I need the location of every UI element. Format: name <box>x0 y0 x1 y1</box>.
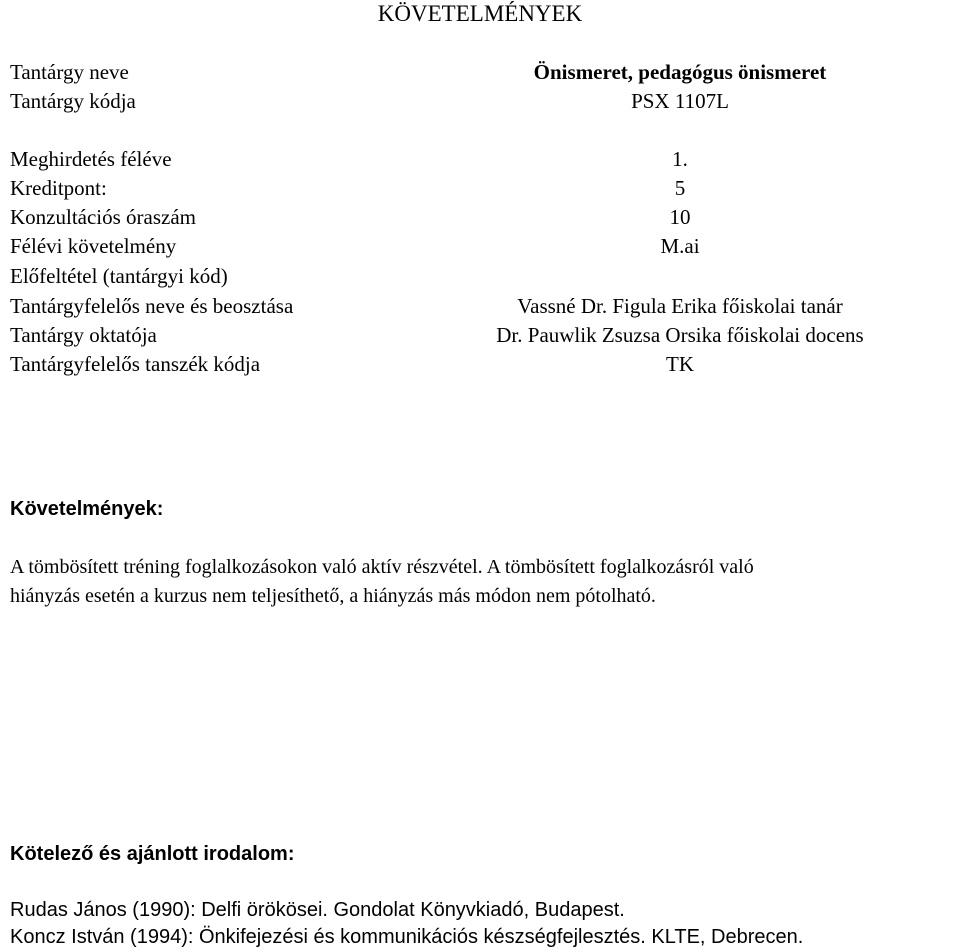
instructor-label: Tantárgy oktatója <box>10 323 157 347</box>
department-code-value: TK <box>666 352 694 376</box>
consultation-hours-label: Konzultációs óraszám <box>10 205 197 229</box>
instructor-value: Dr. Pauwlik Zsuzsa Orsika főiskolai docens <box>496 323 864 347</box>
subject-name-value: Önismeret, pedagógus önismeret <box>533 60 827 84</box>
literature-item: Rudas János (1990): Delfi örökösei. Gondolat Könyvkiadó, Budapest. <box>10 899 625 921</box>
literature-item: Koncz István (1994): Önkifejezési és kommunikációs készségfejlesztés. KLTE, Debrecen. <box>10 926 804 948</box>
subject-code-value: PSX 1107L <box>631 89 729 113</box>
responsible-person-label: Tantárgyfelelős neve és beosztása <box>10 294 294 318</box>
semester-value: 1. <box>672 147 688 171</box>
literature-heading: Kötelező és ajánlott irodalom: <box>10 843 295 865</box>
semester-requirement-value: M.ai <box>660 234 700 258</box>
department-code-label: Tantárgyfelelős tanszék kódja <box>10 352 261 376</box>
requirements-text-line-2: hiányzás esetén a kurzus nem teljesíthető, a hiányzás más módon nem pótolható. <box>10 585 656 607</box>
subject-code-label: Tantárgy kódja <box>10 89 136 113</box>
responsible-person-value: Vassné Dr. Figula Erika főiskolai tanár <box>517 294 843 318</box>
consultation-hours-value: 10 <box>669 205 691 229</box>
semester-requirement-label: Félévi követelmény <box>10 234 177 258</box>
requirements-text-line-1: A tömbösített tréning foglalkozásokon való aktív részvétel. A tömbösített foglalkozásról való <box>10 556 754 578</box>
semester-label: Meghirdetés féléve <box>10 147 172 171</box>
requirements-heading: Követelmények: <box>10 498 164 520</box>
credit-value: 5 <box>674 176 686 200</box>
subject-name-label: Tantárgy neve <box>10 60 129 84</box>
document-title: KÖVETELMÉNYEK <box>377 1 583 26</box>
credit-label: Kreditpont: <box>10 176 107 200</box>
prerequisite-label: Előfeltétel (tantárgyi kód) <box>10 264 228 288</box>
